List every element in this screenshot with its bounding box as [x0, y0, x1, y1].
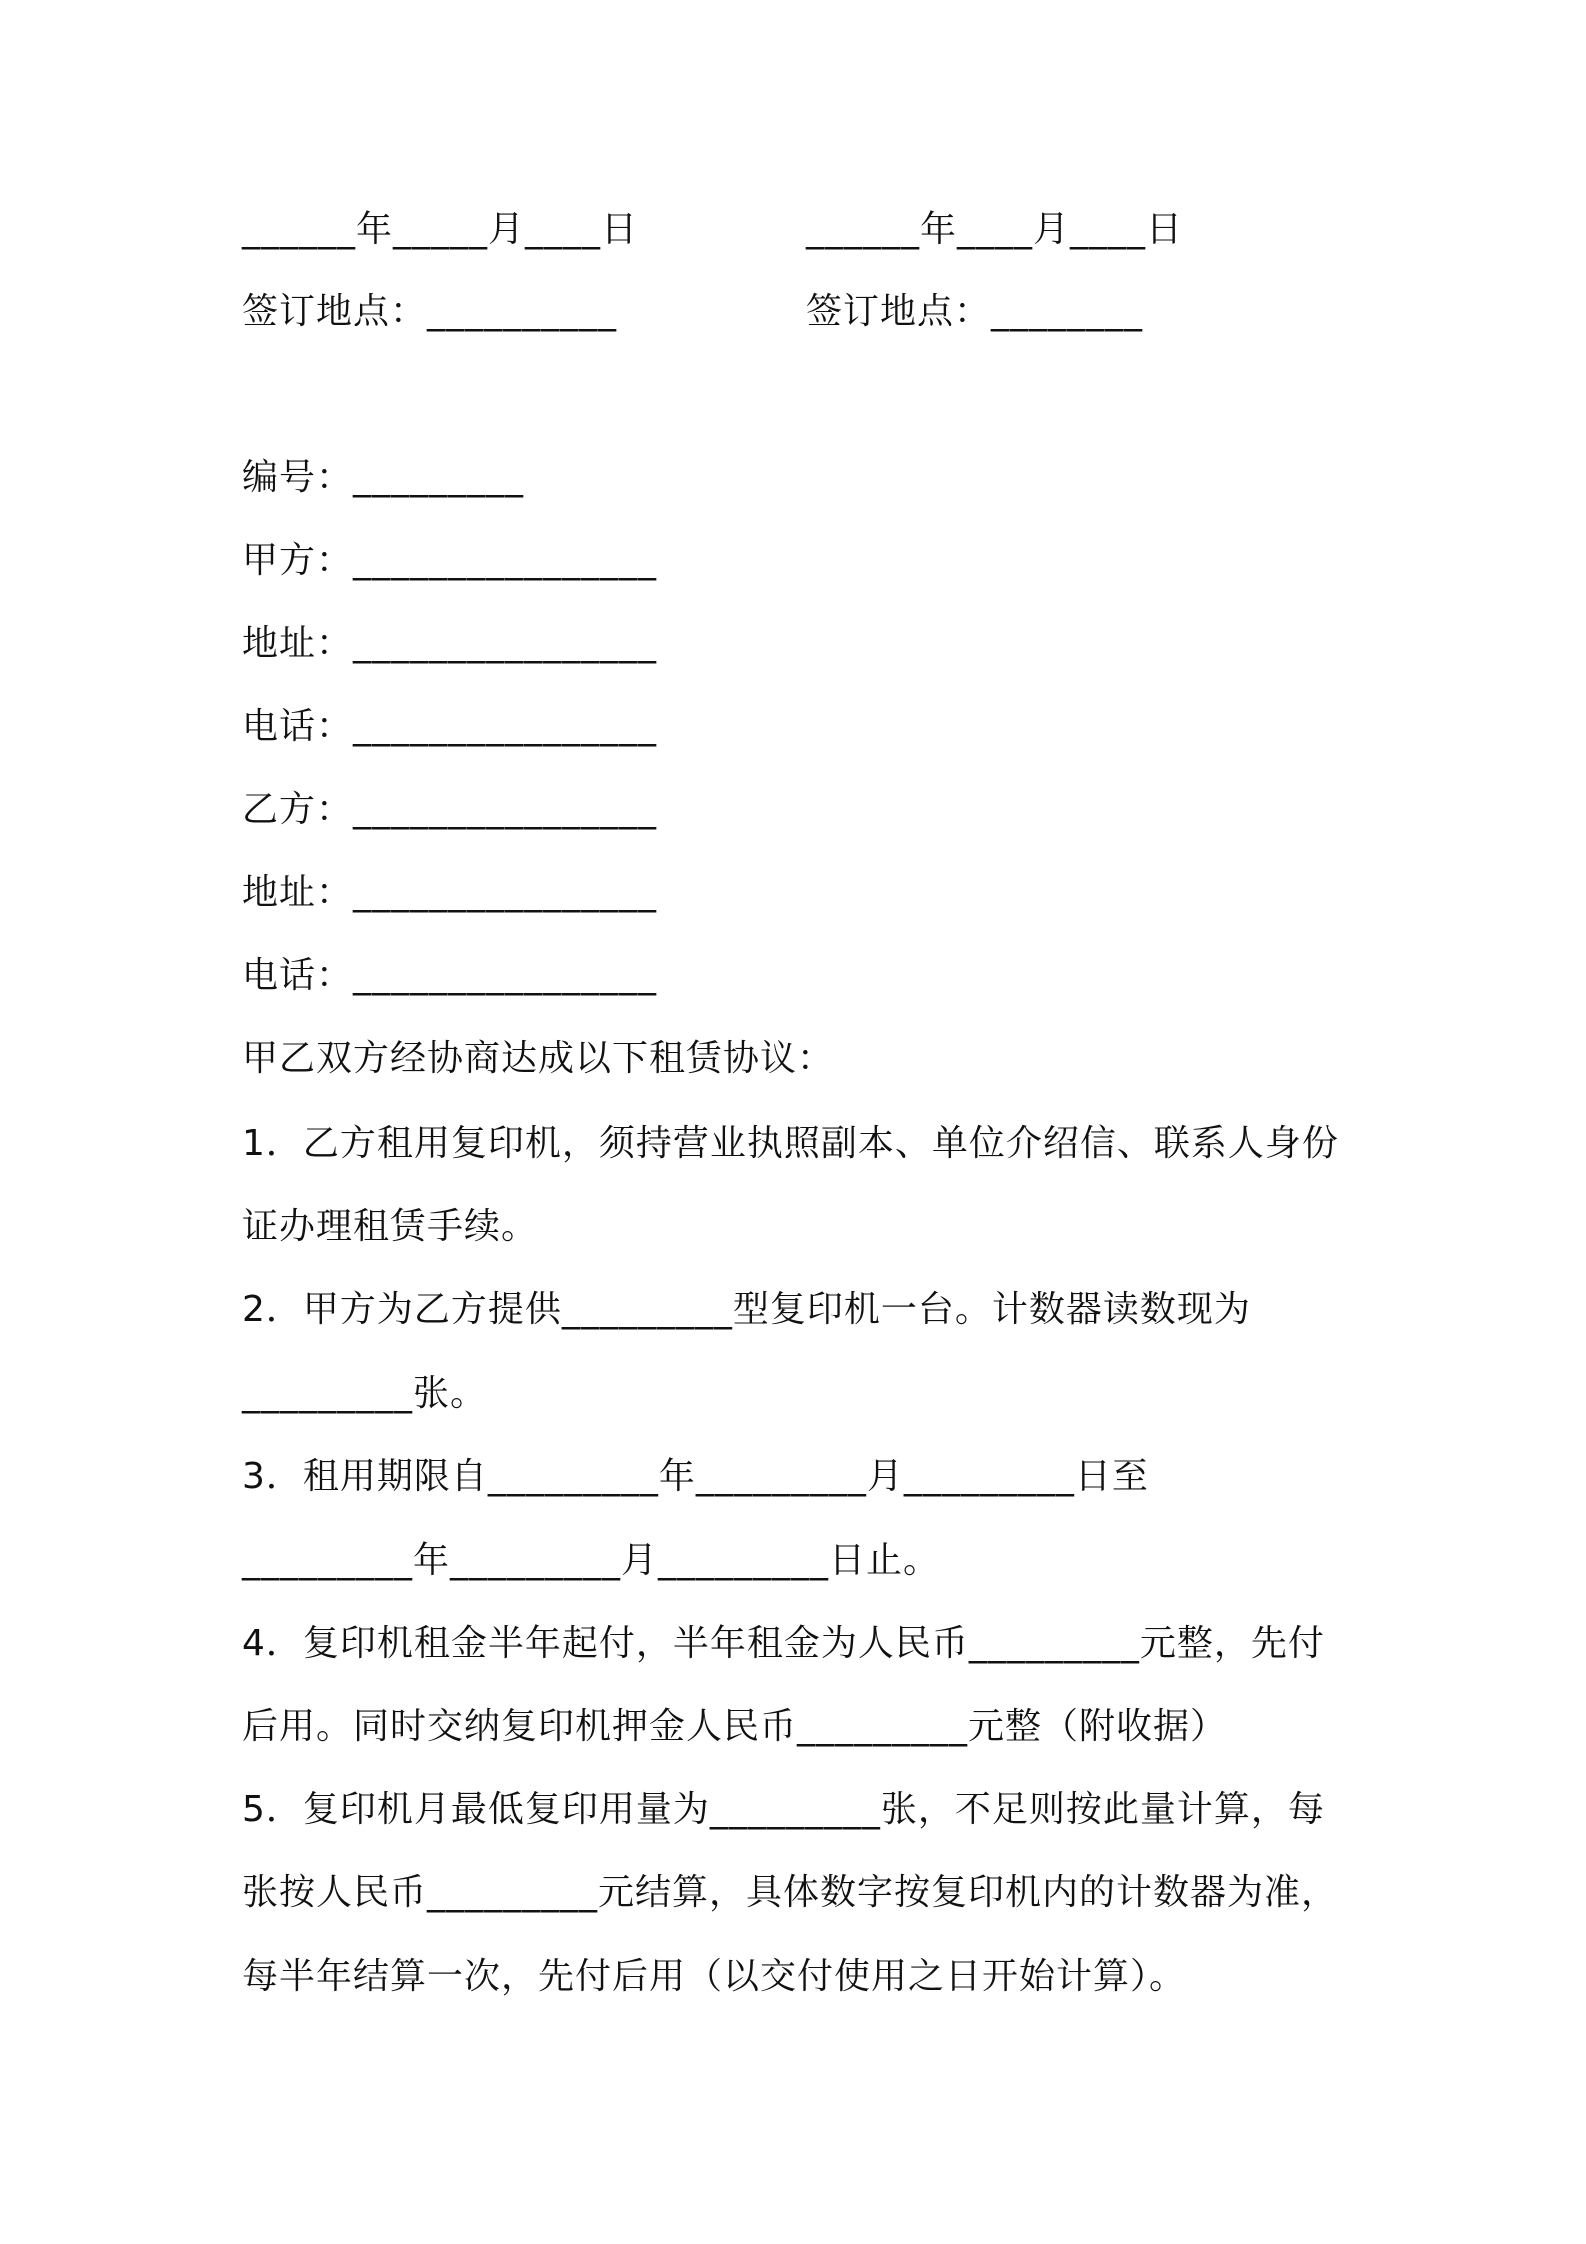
- contract-number: 编号：_________: [242, 457, 525, 498]
- party-b-phone: 电话：________________: [242, 955, 658, 996]
- clause-3-line-1: 3．租用期限自_________年_________月_________日至: [242, 1456, 1149, 1497]
- clause-5-line-2: 张按人民币_________元结算，具体数字按复印机内的计数器为准，: [242, 1872, 1339, 1913]
- party-b-address: 地址：________________: [242, 872, 658, 913]
- clause-2-line-1: 2．甲方为乙方提供_________型复印机一台。计数器读数现为: [242, 1289, 1251, 1330]
- signing-date-left: ______年_____月____日: [242, 209, 639, 250]
- clause-1-line-1: 1．乙方租用复印机，须持营业执照副本、单位介绍信、联系人身份: [242, 1123, 1339, 1164]
- clause-2-line-2: _________张。: [242, 1373, 488, 1414]
- party-b: 乙方：________________: [242, 789, 658, 830]
- clause-4-line-2: 后用。同时交纳复印机押金人民币_________元整（附收据）: [242, 1706, 1228, 1747]
- party-a-phone: 电话：________________: [242, 706, 658, 747]
- party-a-address: 地址：________________: [242, 623, 658, 664]
- clause-5-line-3: 每半年结算一次，先付后用（以交付使用之日开始计算）。: [242, 1956, 1187, 1997]
- signing-place-right: 签订地点：________: [806, 291, 1144, 332]
- clause-1-line-2: 证办理租赁手续。: [242, 1206, 539, 1247]
- clause-4-line-1: 4．复印机租金半年起付，半年租金为人民币_________元整，先付: [242, 1623, 1325, 1664]
- signing-date-right: ______年____月____日: [806, 209, 1184, 250]
- clause-5-line-1: 5．复印机月最低复印用量为_________张，不足则按此量计算，每: [242, 1789, 1325, 1830]
- agreement-intro: 甲乙双方经协商达成以下租赁协议：: [242, 1038, 835, 1079]
- signing-place-left: 签订地点：__________: [242, 291, 618, 332]
- party-a: 甲方：________________: [242, 540, 658, 581]
- clause-3-line-2: _________年_________月_________日止。: [242, 1540, 941, 1581]
